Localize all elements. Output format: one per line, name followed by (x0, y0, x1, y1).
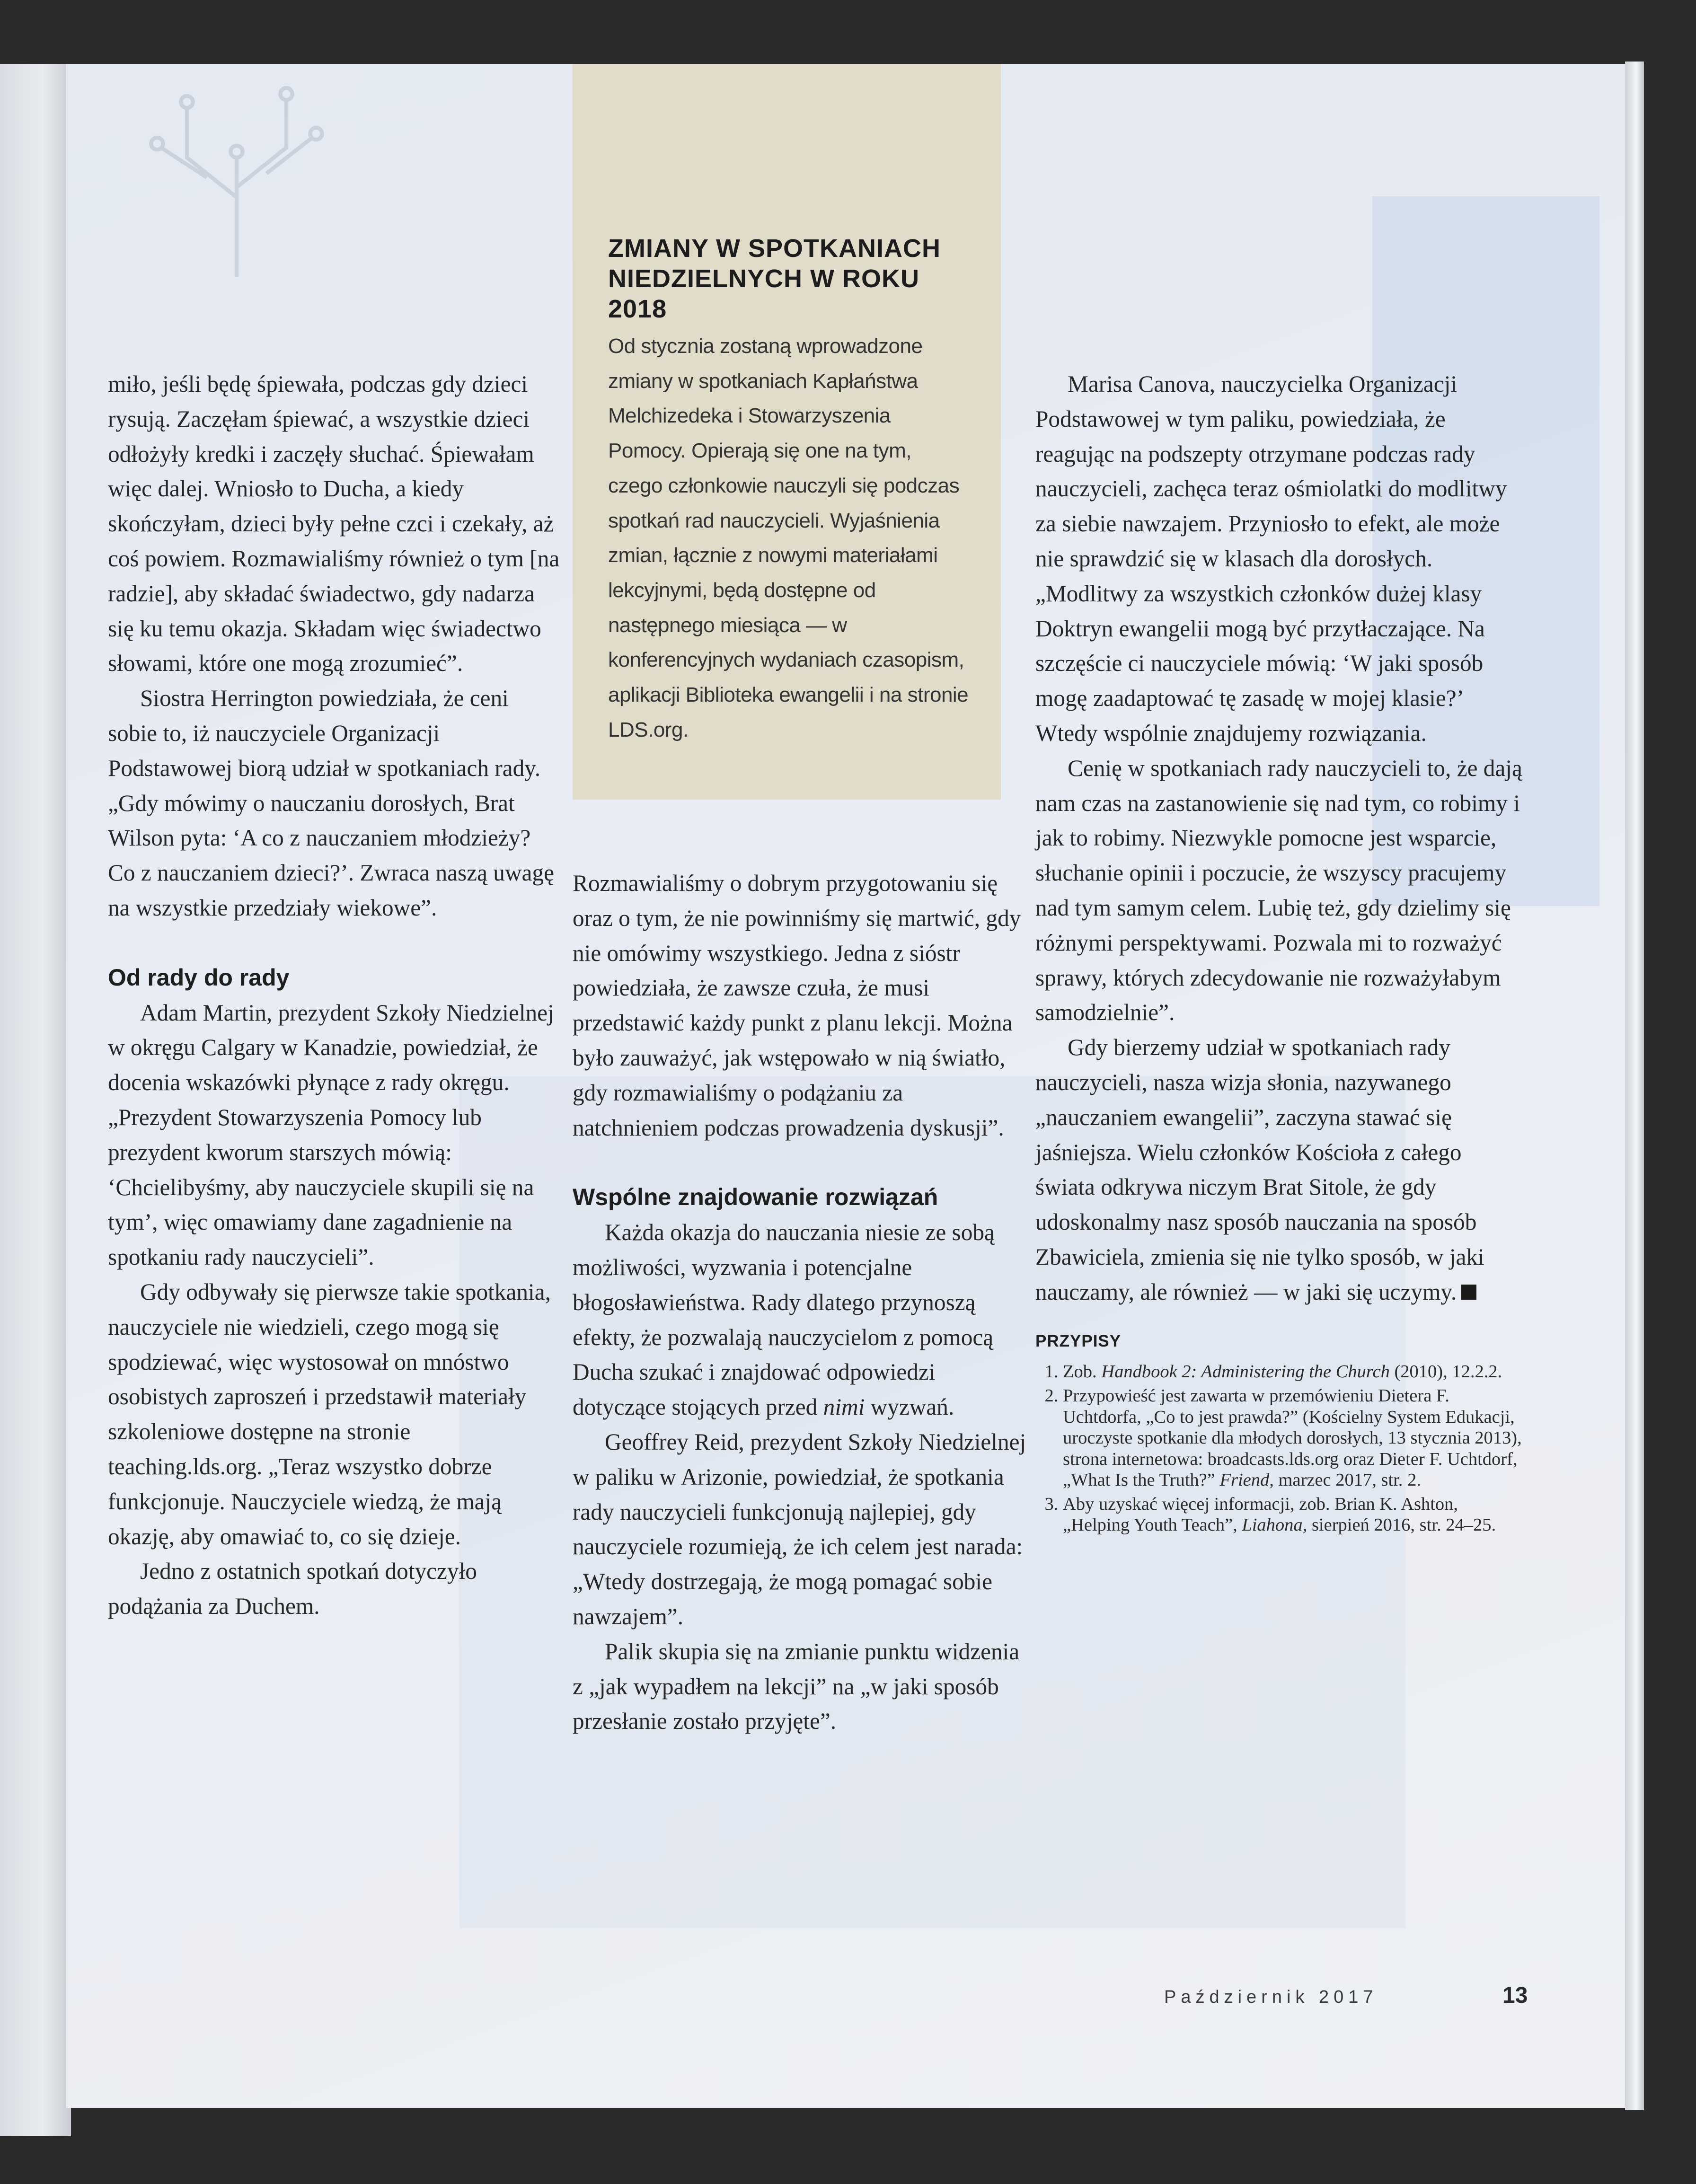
col3-paragraph-2: Cenię w spotkaniach rady nauczycieli to, że dają nam czas na zastanowienie się nad tym, co robimy i jak to robimy. Niezwykle pomocne jest wsparcie, słuchanie opinii i poczucie, że wszyscy pracujemy nad tym samym celem. Lubię też, gdy dzielimy się różnymi perspektywami. Pozwala mi to rozważyć sprawy, których zdecydowanie nie rozważyłabym samodzielnie”. (1035, 755, 1522, 1026)
footnotes-list (1035, 1361, 1523, 1536)
page-edge (1625, 62, 1644, 2110)
col2-paragraph-2: Każda okazja do nauczania niesie ze sobą możliwości, wyzwania i potencjalne błogosławieństwa. Rady dlatego przynoszą efekty, że pozwalają nauczycielom z pomocą Ducha szukać i znajdować odpowiedzi dotyczące stojących przed nimi wyzwań. (573, 1219, 995, 1420)
footnotes (1035, 1324, 1523, 1536)
col1-paragraph-2: Siostra Herrington powiedziała, że ceni sobie to, iż nauczyciele Organizacji Podstawowej biorą udział w spotkaniach rady. „Gdy mówimy o nauczaniu dorosłych, Brat Wilson pyta: ‘A co z nauczaniem młodzieży? Co z nauczaniem dzieci?’. Zwraca naszą uwagę na wszystkie przedziały wiekowe”. (108, 685, 554, 921)
col1-paragraph-1: miło, jeśli będę śpiewała, podczas gdy dzieci rysują. Zaczęłam śpiewać, a wszystkie dzieci odłożyły kredki i zaczęły słuchać. Śpiewałam więc dalej. Wniosło to Ducha, a kiedy skończyłam, dzieci były pełne czci i czekały, aż coś powiem. Rozmawialiśmy również o tym [na radzie], aby składać świadectwo, gdy nadarza się ku temu okazja. Składam więc świadectwo słowami, które one mogą zrozumieć”. (108, 371, 560, 677)
column-1 (108, 367, 562, 1624)
sidebar-box (573, 64, 1001, 800)
col2-paragraph-4: Palik skupia się na zmianie punktu widzenia z „jak wypadłem na lekcji” na „w jaki sposób przesłanie zostało przyjęte”. (573, 1638, 1020, 1735)
col1-paragraph-5: Jedno z ostatnich spotkań dotyczyło podążania za Duchem. (108, 1558, 477, 1620)
footnotes-heading: PRZYPISY (1035, 1331, 1122, 1350)
column-3 (1035, 367, 1523, 1539)
sidebar-body: Od stycznia zostaną wprowadzone zmiany w spotkaniach Kapłaństwa Melchizedeka i Stowarzyszenia Pomocy. Opierają się one na tym, czego członkowie nauczyli się podczas spotkań rad nauczycieli. Wyjaśnienia zmian, łącznie z nowymi materiałami lekcyjnymi, będą dostępne od następnego miesiąca — w konferencyjnych wydaniach czasopism, aplikacji Biblioteka ewangelii i na stronie LDS.org. (608, 335, 969, 741)
magazine-spine (0, 64, 71, 2136)
circuit-tree-decoration (137, 78, 336, 277)
col1-paragraph-3: Adam Martin, prezydent Szkoły Niedzielnej w okręgu Calgary w Kanadzie, powiedział, że docenia wskazówki płynące z rady okręgu. „Prezydent Stowarzyszenia Pomocy lub prezydent kworum starszych mówią: ‘Chcielibyśmy, aby nauczyciele skupili się na tym’, więc omawiamy dane zagadnienie na spotkaniu rady nauczycieli”. (108, 999, 554, 1270)
col2-paragraph-1: Rozmawialiśmy o dobrym przygotowaniu się oraz o tym, że nie powinniśmy się martwić, gdy nie omówimy wszystkiego. Jedna z sióstr powiedziała, że zawsze czuła, że musi przedstawić każdy punkt z planu lekcji. Można było zauważyć, jak wstępowało w nią światło, gdy rozmawialiśmy o podążaniu za natchnieniem podczas prowadzenia dyskusji”. (573, 870, 1021, 1141)
sidebar-title: ZMIANY W SPOTKANIACH NIEDZIELNYCH W ROKU 2018 (608, 234, 941, 323)
end-of-article-mark (1461, 1285, 1476, 1300)
col1-paragraph-4: Gdy odbywały się pierwsze takie spotkania, nauczyciele nie wiedzieli, czego mogą się spodziewać, więc wystosował on mnóstwo osobistych zaproszeń i przedstawił materiały szkoleniowe dostępne na stronie teaching.lds.org. „Teraz wszystko dobrze funkcjonuje. Nauczyciele wiedzą, że mają okazję, aby omawiać to, co się dzieje. (108, 1278, 551, 1550)
page-number: 13 (1502, 1983, 1528, 2008)
footnote-2: 2. Przypowieść jest zawarta w przemówieniu Dietera F. Uchtdorfa, „Co to jest prawda?” (Kościelny System Edukacji, uroczyste spotkanie dla młodych dorosłych, 13 stycznia 2013), strona internetowa: broadcasts.lds.org oraz Dieter F. Uchtdorf, „What Is the Truth?” Friend, marzec 2017, str. 2. (1063, 1385, 1523, 1491)
section-heading-od-rady-do-rady: Od rady do rady (108, 964, 290, 991)
column-2 (573, 866, 1027, 1739)
col2-paragraph-3: Geoffrey Reid, prezydent Szkoły Niedzielnej w paliku w Arizonie, powiedział, że spotkania rady nauczycieli funkcjonują najlepiej, gdy nauczyciele rozumieją, że ich celem jest narada: „Wtedy dostrzegają, że mogą pomagać sobie nawzajem”. (573, 1428, 1026, 1629)
footnote-1: 1. Zob. Handbook 2: Administering the Church (2010), 12.2.2. (1063, 1361, 1523, 1383)
footnote-3: 3. Aby uzyskać więcej informacji, zob. Brian K. Ashton, „Helping Youth Teach”, Liahona, sierpień 2016, str. 24–25. (1063, 1494, 1523, 1536)
col3-paragraph-3: Gdy bierzemy udział w spotkaniach rady nauczycieli, nasza wizja słonia, nazywanego „nauczaniem ewangelii”, zaczyna stawać się jaśniejsza. Wielu członków Kościoła z całego świata odkrywa niczym Brat Sitole, że gdy udoskonalmy nasz sposób nauczania na sposób Zbawiciela, zmienia się nie tylko sposób, w jaki nauczamy, ale również — w jaki się uczymy. (1035, 1034, 1484, 1305)
col3-paragraph-1: Marisa Canova, nauczycielka Organizacji Podstawowej w tym paliku, powiedziała, że reagując na podszepty otrzymane podczas rady nauczycieli, zachęca teraz ośmiolatki do modlitwy za siebie nawzajem. Przyniosło to efekt, ale może nie sprawdzić się w klasach dla dorosłych. „Modlitwy za wszystkich członków dużej klasy Doktryn ewangelii mogą być przytłaczające. Na szczęście ci nauczyciele mówią: ‘W jaki sposób mogę zaadaptować tę zasadę w mojej klasie?’ Wtedy wspólnie znajdujemy rozwiązania. (1035, 371, 1507, 746)
section-heading-wspolne-znajdowanie: Wspólne znajdowanie rozwiązań (573, 1184, 938, 1211)
footer-issue-month: Październik 2017 (1164, 1987, 1378, 2007)
